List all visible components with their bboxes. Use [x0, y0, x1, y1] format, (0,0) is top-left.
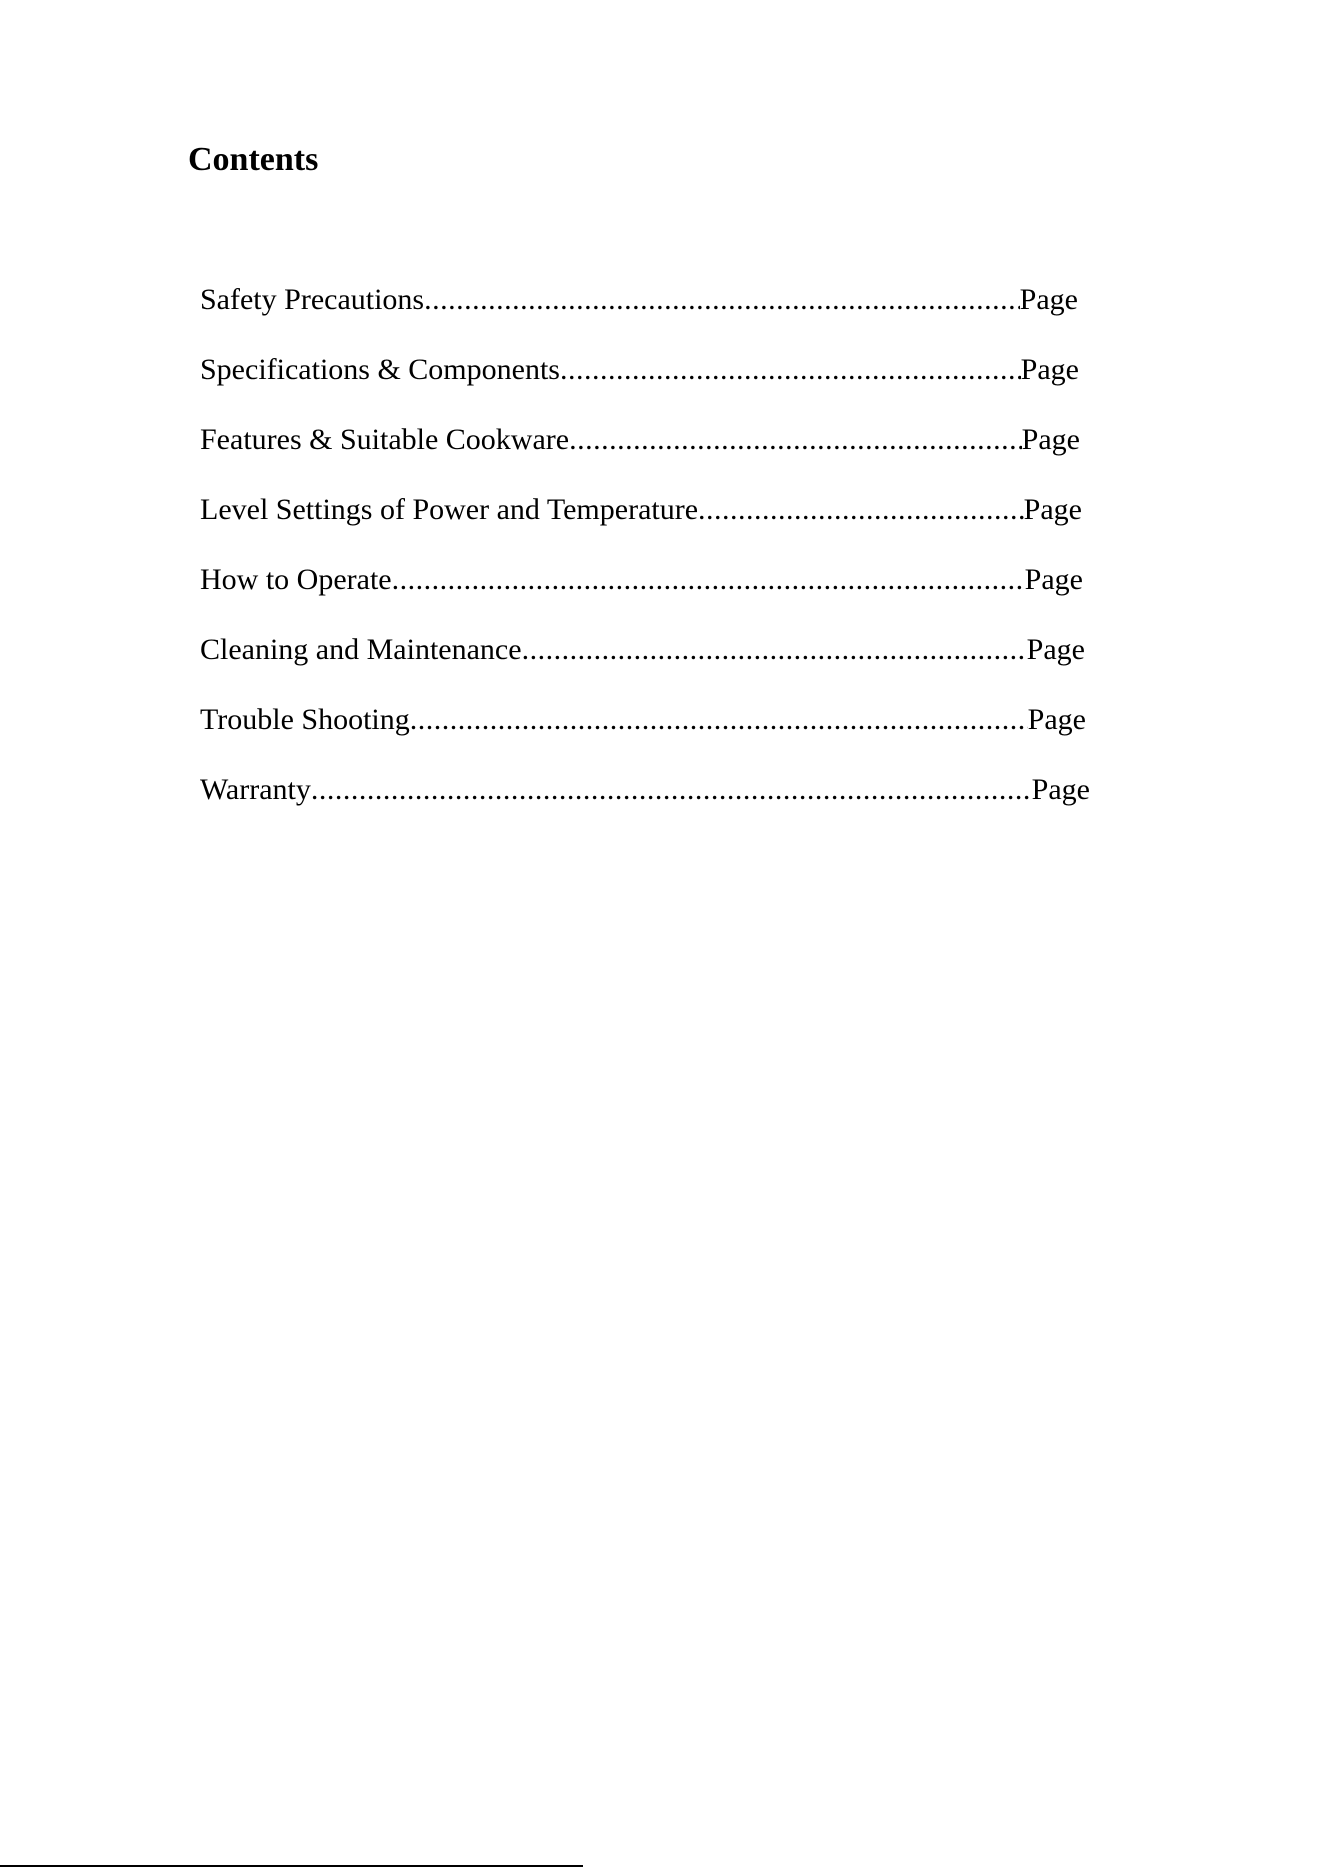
toc-leader-dots	[522, 630, 1027, 670]
toc-entry-page: Page	[1031, 773, 1090, 806]
page-title: Contents	[188, 141, 319, 178]
toc-leader-dots	[569, 420, 1022, 460]
toc-entry	[200, 630, 1085, 670]
toc-entry-label: Features & Suitable Cookware	[200, 423, 570, 456]
toc-leader-dots	[560, 350, 1021, 390]
toc-leader-dots	[424, 280, 1020, 320]
toc-entry-label: Specifications & Components	[200, 353, 560, 386]
toc-entry	[200, 700, 1086, 740]
toc-entry-label: Warranty	[200, 773, 311, 806]
toc-leader-dots	[392, 560, 1025, 600]
toc-entry-page: Page	[1023, 493, 1082, 526]
toc-entry-label: Trouble Shooting	[200, 703, 410, 736]
toc-leader-dots	[311, 770, 1032, 810]
toc-entry-page: Page	[1027, 703, 1086, 736]
toc-entry-label: How to Operate	[200, 563, 392, 596]
toc-entry-page: Page	[1019, 283, 1078, 316]
toc-leader-dots	[698, 490, 1024, 530]
toc-leader-dots	[410, 700, 1028, 740]
toc-entry	[200, 350, 1079, 390]
toc-entry-label: Cleaning and Maintenance	[200, 633, 522, 666]
footer-rule	[0, 1865, 583, 1867]
toc-entry-page: Page	[1026, 633, 1085, 666]
toc-entry-page: Page	[1021, 423, 1080, 456]
toc-entry	[200, 560, 1083, 600]
toc-entry-page: Page	[1020, 353, 1079, 386]
table-of-contents	[200, 280, 1090, 810]
toc-entry-page: Page	[1024, 563, 1083, 596]
toc-entry-label: Level Settings of Power and Temperature	[200, 493, 699, 526]
toc-entry	[200, 770, 1090, 810]
toc-entry	[200, 420, 1080, 460]
toc-entry	[200, 280, 1078, 320]
toc-entry-label: Safety Precautions	[200, 283, 425, 316]
toc-entry	[200, 490, 1082, 530]
